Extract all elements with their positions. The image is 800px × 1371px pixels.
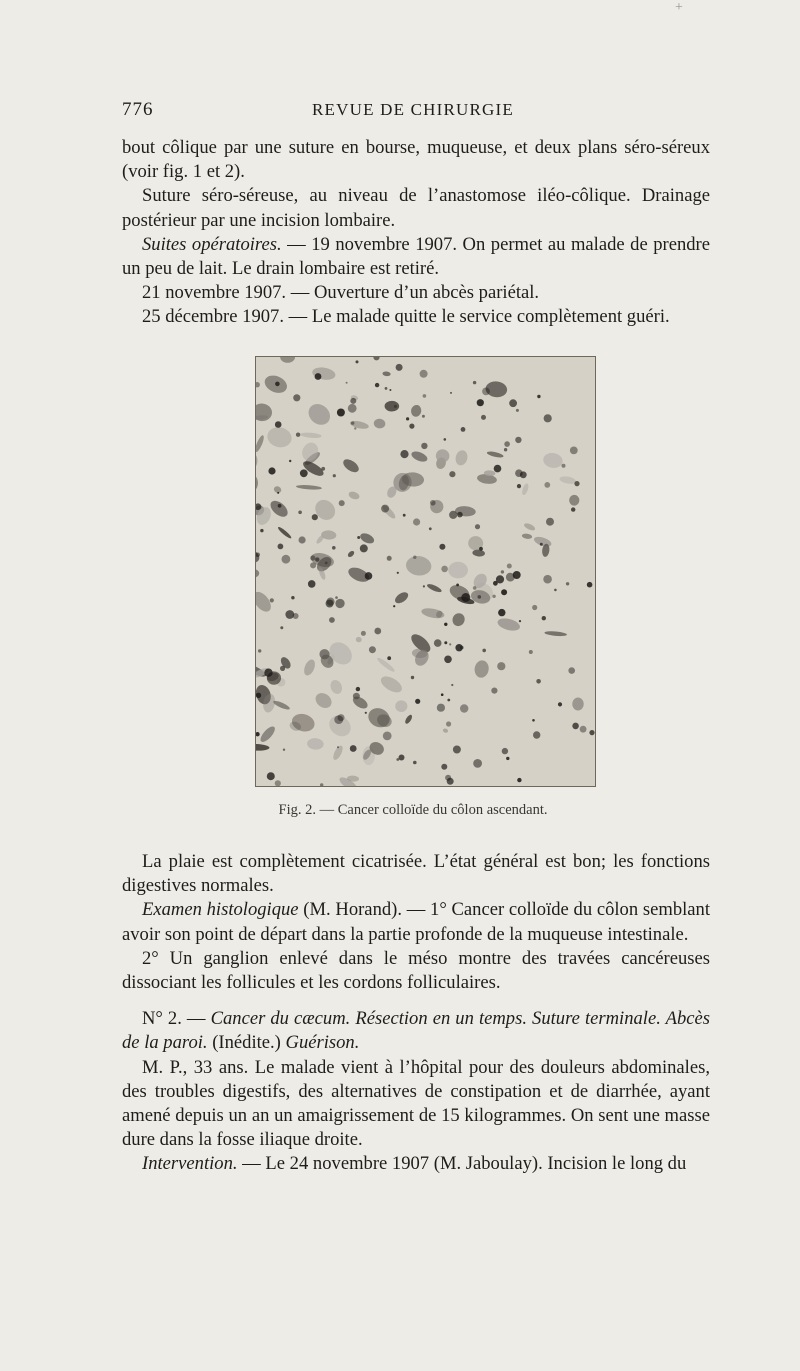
nucleus-dot <box>444 623 447 626</box>
nucleus-dot <box>529 650 533 654</box>
nucleus-dot <box>289 460 291 462</box>
nucleus-dot <box>400 450 408 458</box>
cell-blob <box>258 724 277 744</box>
cell-blob <box>559 475 577 485</box>
nucleus-dot <box>256 732 260 736</box>
nucleus-dot <box>280 626 283 629</box>
page-header <box>122 99 704 125</box>
nucleus-dot <box>544 482 550 488</box>
cell-blob <box>521 483 530 496</box>
cell-blob <box>334 597 346 609</box>
nucleus-dot <box>506 757 509 760</box>
cell-blob <box>544 630 567 636</box>
nucleus-dot <box>399 755 405 761</box>
nucleus-dot <box>589 730 594 735</box>
cell-blob <box>256 434 265 453</box>
nucleus-dot <box>434 639 442 647</box>
nucleus-dot <box>429 527 432 530</box>
nucleus-dot <box>574 481 579 486</box>
nucleus-dot <box>501 589 507 595</box>
cell-blob <box>272 699 290 711</box>
cell-blob <box>256 569 259 577</box>
cell-blob <box>451 611 467 628</box>
nucleus-dot <box>296 433 300 437</box>
nucleus-dot <box>365 712 367 714</box>
nucleus-dot <box>562 464 566 468</box>
nucleus-dot <box>413 518 420 525</box>
nucleus-dot <box>256 553 260 558</box>
nucleus-dot <box>333 474 336 477</box>
nucleus-dot <box>540 543 543 546</box>
cell-blob <box>404 714 414 725</box>
cell-blob <box>533 535 553 549</box>
nucleus-dot <box>373 357 379 360</box>
nucleus-dot <box>360 544 368 552</box>
nucleus-dot <box>473 381 476 384</box>
cell-blob <box>348 490 361 500</box>
cell-blob <box>265 425 293 450</box>
nucleus-dot <box>264 669 272 677</box>
nucleus-dot <box>351 421 354 424</box>
nucleus-dot <box>365 572 373 580</box>
nucleus-dot <box>587 582 593 588</box>
nucleus-dot <box>335 596 338 599</box>
paragraph: bout côlique par une suture en bourse, muqueuse, et deux plans séro-séreux (voir fig. 1 et 2). <box>122 137 710 183</box>
nucleus-dot <box>568 667 575 674</box>
cell-blob <box>256 470 260 495</box>
nucleus-dot <box>449 471 455 477</box>
paragraph: M. P., 33 ans. Le malade vient à l’hôpital pour des douleurs abdominales, des troubles digestifs, des alternatives de constipation et de diarrhée, ayant amené depuis un an un amaigrissement de 15 kilogrammes. On sent une masse dure dans la fosse iliaque droite. <box>122 1056 710 1151</box>
micrograph-image <box>256 357 595 786</box>
paragraph: 2° Un ganglion enlevé dans le méso montre des travées cancéreuses dissociant les follicules et les cordons folliculaires. <box>122 947 710 994</box>
nucleus-dot <box>532 719 535 722</box>
cell-blob <box>384 401 399 412</box>
cell-blob <box>572 698 583 711</box>
nucleus-dot <box>409 424 414 429</box>
nucleus-dot <box>572 723 579 730</box>
nucleus-dot <box>356 360 359 363</box>
nucleus-dot <box>300 469 308 477</box>
nucleus-dot <box>337 409 345 417</box>
nucleus-dot <box>515 469 523 477</box>
nucleus-dot <box>446 721 451 726</box>
micrograph-figure <box>255 356 596 787</box>
nucleus-dot <box>456 584 459 587</box>
nucleus-dot <box>413 556 416 559</box>
nucleus-dot <box>278 544 284 550</box>
nucleus-dot <box>473 586 477 590</box>
cell-blob <box>486 450 504 458</box>
nucleus-dot <box>298 511 302 515</box>
nucleus-dot <box>346 382 348 384</box>
cell-blob <box>454 449 469 467</box>
cell-blob <box>304 400 334 429</box>
nucleus-dot <box>558 702 562 706</box>
nucleus-dot <box>478 595 482 599</box>
nucleus-dot <box>270 598 274 602</box>
nucleus-dot <box>267 772 275 780</box>
cell-blob <box>448 561 468 578</box>
nucleus-dot <box>280 666 285 671</box>
nucleus-dot <box>437 704 445 712</box>
nucleus-dot <box>423 585 425 587</box>
nucleus-dot <box>504 441 510 447</box>
nucleus-dot <box>310 562 316 568</box>
nucleus-dot <box>308 580 316 588</box>
nucleus-dot <box>332 546 336 550</box>
nucleus-dot <box>325 562 328 565</box>
paragraph: Examen histologique (M. Horand). — 1° Cancer colloïde du côlon semblant avoir son point de départ dans la partie profonde de la muqueuse intestinale. <box>122 899 711 945</box>
nucleus-dot <box>460 704 468 712</box>
nucleus-dot <box>515 437 521 443</box>
italic-heading: Examen histologique <box>142 899 299 921</box>
nucleus-dot <box>291 596 294 599</box>
cell-blob <box>341 457 361 475</box>
nucleus-dot <box>337 746 339 748</box>
nucleus-dot <box>397 572 399 574</box>
nucleus-dot <box>571 507 575 511</box>
nucleus-dot <box>536 679 541 684</box>
nucleus-dot <box>403 514 406 517</box>
nucleus-dot <box>444 438 447 441</box>
nucleus-dot <box>348 404 357 413</box>
nucleus-dot <box>420 370 428 378</box>
nucleus-dot <box>350 398 356 404</box>
nucleus-dot <box>354 427 356 429</box>
nucleus-dot <box>444 656 452 664</box>
nucleus-dot <box>451 684 453 686</box>
cell-blob <box>393 590 410 606</box>
nucleus-dot <box>460 646 464 650</box>
nucleus-dot <box>519 620 521 622</box>
cell-blob <box>290 711 317 734</box>
cell-blob <box>365 705 393 731</box>
nucleus-dot <box>275 421 282 428</box>
nucleus-dot <box>394 405 397 408</box>
cell-blob <box>313 690 335 711</box>
cell-blob <box>349 420 369 431</box>
nucleus-dot <box>475 524 480 529</box>
nucleus-dot <box>439 544 445 550</box>
paragraph: Intervention. — Le 24 novembre 1907 (M. Jaboulay). Incision le long du <box>142 1153 687 1175</box>
nucleus-dot <box>497 662 505 670</box>
cell-blob <box>280 357 295 363</box>
cell-blob <box>268 498 291 520</box>
italic-heading: Suites opératoires. <box>142 233 282 255</box>
paragraph: 21 novembre 1907. — Ouverture d’un abcès pariétal. <box>142 282 540 304</box>
nucleus-dot <box>544 414 552 422</box>
nucleus-dot <box>421 443 427 449</box>
nucleus-dot <box>492 595 495 598</box>
nucleus-dot <box>502 748 508 754</box>
nucleus-dot <box>447 699 450 702</box>
cell-blob <box>496 616 521 633</box>
nucleus-dot <box>329 617 335 623</box>
italic-heading: Intervention. <box>142 1153 238 1175</box>
nucleus-dot <box>453 746 461 754</box>
cell-blob <box>307 738 324 751</box>
nucleus-dot <box>537 395 540 398</box>
nucleus-dot <box>320 783 323 786</box>
nucleus-dot <box>256 693 261 698</box>
nucleus-dot <box>506 573 515 582</box>
nucleus-dot <box>566 582 569 585</box>
cell-blob <box>542 451 564 469</box>
cell-blob <box>302 658 317 677</box>
paragraph: Suites opératoires. — 19 novembre 1907. On permet au malade de prendre un peu de lait. Le drain lombaire est retiré. <box>122 233 710 280</box>
nucleus-dot <box>385 387 388 390</box>
cell-blob <box>382 371 391 376</box>
nucleus-dot <box>299 536 306 543</box>
nucleus-dot <box>482 649 486 653</box>
nucleus-dot <box>473 759 482 768</box>
nucleus-dot <box>482 388 490 396</box>
nucleus-dot <box>369 646 376 653</box>
nucleus-dot <box>494 465 502 473</box>
nucleus-dot <box>312 514 318 520</box>
nucleus-dot <box>430 500 436 506</box>
nucleus-dot <box>445 775 451 781</box>
cell-blob <box>256 449 259 470</box>
nucleus-dot <box>387 656 391 660</box>
nucleus-dot <box>507 564 512 569</box>
nucleus-dot <box>413 761 417 765</box>
nucleus-dot <box>278 504 282 508</box>
nucleus-dot <box>260 529 263 532</box>
nucleus-dot <box>256 382 260 387</box>
nucleus-dot <box>481 415 486 420</box>
nucleus-dot <box>411 676 414 679</box>
case-heading: N° 2. — Cancer du cæcum. Résection en un temps. Suture terminale. Abcès de la paroi. (Inédite.) Guérison. <box>122 1008 710 1054</box>
cell-blob <box>256 744 270 751</box>
bottom-text-block <box>122 850 710 1177</box>
cell-blob <box>328 678 344 695</box>
cell-blob <box>277 526 293 540</box>
nucleus-dot <box>449 643 451 645</box>
nucleus-dot <box>496 575 504 583</box>
paragraph: Suture séro-séreuse, au niveau de l’anastomose iléo-côlique. Drainage postérieur par une incision lombaire. <box>122 185 710 231</box>
cell-blob <box>442 728 448 734</box>
nucleus-dot <box>441 693 444 696</box>
nucleus-dot <box>338 714 345 721</box>
nucleus-dot <box>275 780 281 786</box>
nucleus-dot <box>275 382 280 387</box>
cell-blob <box>376 656 396 673</box>
nucleus-dot <box>293 613 299 619</box>
top-text-block <box>122 136 710 330</box>
nucleus-dot <box>517 484 521 488</box>
nucleus-dot <box>546 518 554 526</box>
nucleus-dot <box>277 492 279 494</box>
nucleus-dot <box>517 778 521 782</box>
nucleus-dot <box>315 373 322 380</box>
nucleus-dot <box>285 610 294 619</box>
running-title: REVUE DE CHIRURGIE <box>312 100 514 119</box>
nucleus-dot <box>477 399 484 406</box>
nucleus-dot <box>441 566 448 573</box>
nucleus-dot <box>258 649 261 652</box>
cell-blob <box>405 555 433 577</box>
nucleus-dot <box>406 417 409 420</box>
nucleus-dot <box>501 570 504 573</box>
cell-blob <box>347 550 356 558</box>
nucleus-dot <box>543 575 552 584</box>
cell-blob <box>426 583 443 594</box>
nucleus-dot <box>423 394 427 398</box>
nucleus-dot <box>326 598 334 606</box>
nucleus-dot <box>381 505 389 513</box>
nucleus-dot <box>441 764 447 770</box>
nucleus-dot <box>375 383 379 387</box>
nucleus-dot <box>321 467 325 471</box>
nucleus-dot <box>393 605 395 607</box>
nucleus-dot <box>554 589 557 592</box>
cell-blob <box>472 549 485 557</box>
nucleus-dot <box>415 699 420 704</box>
nucleus-dot <box>268 467 275 474</box>
nucleus-dot <box>361 631 366 636</box>
cell-blob <box>521 533 532 539</box>
cell-blob <box>410 404 422 418</box>
nucleus-dot <box>396 364 403 371</box>
cell-blob <box>373 418 385 428</box>
nucleus-dot <box>356 687 360 691</box>
nucleus-dot <box>479 547 483 551</box>
cell-blob <box>473 659 490 679</box>
nucleus-dot <box>516 409 519 412</box>
nucleus-dot <box>357 536 360 539</box>
cell-blob <box>296 484 322 490</box>
cell-blob <box>299 440 321 463</box>
cell-blob <box>315 534 325 545</box>
nucleus-dot <box>533 731 540 738</box>
nucleus-dot <box>422 415 425 418</box>
cell-blob <box>300 432 322 439</box>
nucleus-dot <box>383 732 392 741</box>
nucleus-dot <box>491 688 497 694</box>
nucleus-dot <box>282 555 291 564</box>
nucleus-dot <box>449 511 457 519</box>
cell-blob <box>311 366 336 382</box>
cell-blob <box>523 522 536 532</box>
nucleus-dot <box>283 749 285 751</box>
nucleus-dot <box>315 557 319 561</box>
nucleus-dot <box>570 447 578 455</box>
corner-mark: + <box>675 0 683 15</box>
nucleus-dot <box>310 555 315 560</box>
figure-caption: Fig. 2. — Cancer colloïde du côlon ascendant. <box>278 802 548 818</box>
nucleus-dot <box>509 399 517 407</box>
nucleus-dot <box>387 556 392 561</box>
cell-blob <box>378 673 404 696</box>
nucleus-dot <box>389 389 391 391</box>
nucleus-dot <box>461 593 470 602</box>
nucleus-dot <box>580 726 587 733</box>
nucleus-dot <box>350 745 357 752</box>
nucleus-dot <box>374 628 381 635</box>
nucleus-dot <box>532 605 537 610</box>
nucleus-dot <box>293 394 300 401</box>
cell-blob <box>410 449 429 463</box>
cell-blob <box>359 531 376 545</box>
nucleus-dot <box>457 512 463 518</box>
nucleus-dot <box>461 427 466 432</box>
paragraph: La plaie est complètement cicatrisée. L’état général est bon; les fonctions digestives normales. <box>122 851 710 897</box>
nucleus-dot <box>339 500 345 506</box>
nucleus-dot <box>450 392 452 394</box>
nucleus-dot <box>498 609 505 616</box>
paragraph: 25 décembre 1907. — Le malade quitte le service complètement guéri. <box>142 306 670 328</box>
cell-blob <box>395 700 407 712</box>
cell-blob <box>355 636 362 643</box>
nucleus-dot <box>444 641 447 644</box>
cell-blob <box>569 495 579 506</box>
nucleus-dot <box>504 448 507 451</box>
page-number: 776 <box>122 99 154 120</box>
nucleus-dot <box>542 616 546 620</box>
